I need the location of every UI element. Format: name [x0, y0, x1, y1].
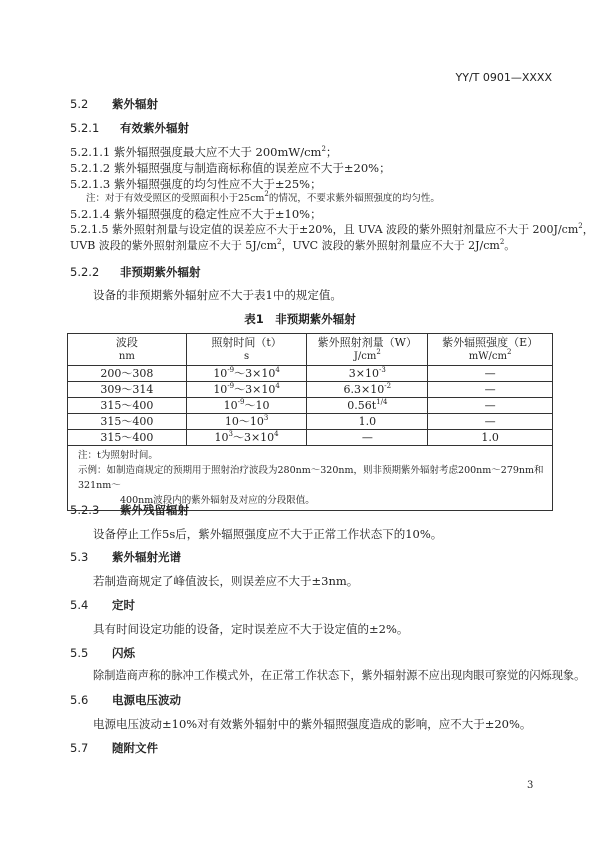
section-heading-5-3: 5.3 紫外辐射光谱	[70, 550, 181, 564]
text-run: 紫外辐照强度（E）	[442, 335, 539, 349]
table-row	[68, 382, 553, 398]
table-header-row	[68, 334, 553, 366]
text-run: 10～10	[224, 415, 264, 428]
text-run: 315～400	[100, 399, 154, 412]
paragraph-5-6: 电源电压波动±10%对有效紫外辐射中的紫外辐照强度造成的影响，应不大于±20%。	[93, 717, 532, 731]
superscript: 3	[228, 430, 233, 438]
superscript: 2	[321, 145, 326, 153]
text-run: 315～400	[100, 431, 154, 444]
superscript: 4	[274, 430, 279, 438]
text-run: —	[484, 383, 496, 396]
table-cell	[428, 398, 553, 414]
text-run: UVB 波段的紫外照射剂量应不大于 5J/cm	[70, 239, 277, 252]
section-heading-5-4: 5.4 定时	[70, 598, 135, 612]
superscript: 2	[506, 347, 512, 356]
text-run: 10	[223, 399, 238, 412]
section-heading-5-5: 5.5 闪烁	[70, 646, 135, 660]
text-run: 5.2.1.4 紫外辐照强度的稳定性应不大于±10%；	[70, 207, 322, 221]
note-uniformity	[86, 191, 440, 207]
table-note-line: 注：t为照射时间。	[78, 450, 158, 461]
superscript: 2	[499, 238, 505, 246]
table-cell	[68, 414, 187, 430]
text-run: 。	[504, 239, 516, 252]
table-note	[68, 446, 553, 511]
text-run: 注：对于有效受照区的受照面积小于25cm	[86, 193, 265, 204]
paragraph-5-4: 具有时间设定功能的设备，定时误差应不大于设定值的±2%。	[93, 622, 409, 636]
text-run: 5.2.1.5 紫外照射剂量与设定值的误差应不大于±20%，且 UVA 波段的紫外照射剂量应不大于 200J/cm	[70, 223, 579, 236]
text-run: 紫外照射剂量（W）	[317, 335, 417, 349]
table-note-line: 示例：如制造商规定的预期用于照射治疗波段为280nm～320nm，则非预期紫外辐射考虑200nm～279nm和321nm～	[78, 465, 544, 491]
superscript: 2	[264, 190, 269, 198]
text-run: ；	[325, 145, 338, 159]
text-run: ～3×10	[234, 383, 276, 396]
superscript: 2	[578, 222, 583, 230]
column-header	[186, 334, 307, 366]
table-cell	[428, 366, 553, 382]
text-run: ～3×10	[232, 431, 275, 444]
text-run: 1.0	[358, 415, 377, 428]
text-run: —	[484, 399, 496, 412]
table-cell	[307, 382, 428, 398]
text-run: 315～400	[100, 415, 154, 428]
text-run: 波段	[115, 335, 138, 349]
table-cell	[68, 366, 187, 382]
column-header	[68, 334, 187, 366]
section-heading-5-2-1: 5.2.1 有效紫外辐射	[70, 121, 189, 135]
table-cell	[186, 430, 307, 446]
superscript: 1/4	[376, 398, 388, 406]
table-cell	[186, 366, 307, 382]
paragraph-5-2-2: 设备的非预期紫外辐射应不大于表1中的规定值。	[93, 288, 342, 302]
text-run: nm	[118, 350, 135, 362]
text-run: —	[484, 415, 496, 428]
section-heading-5-2: 5.2 紫外辐射	[70, 97, 158, 111]
text-run: 10	[214, 431, 229, 444]
text-run: J/cm	[353, 350, 377, 362]
uv-limits-table	[67, 333, 553, 511]
superscript: -3	[379, 366, 386, 374]
superscript: 4	[275, 366, 280, 374]
text-run: 0.56t	[347, 399, 377, 412]
text-run: 6.3×10	[343, 383, 385, 396]
text-run: 5.2.1.1 紫外辐照强度最大应不大于 200mW/cm	[70, 145, 322, 159]
page-number: 3	[527, 780, 534, 791]
table-row	[68, 414, 553, 430]
text-run: ～10	[244, 399, 270, 412]
text-run: 1.0	[481, 431, 499, 444]
text-run: 10	[213, 383, 228, 396]
superscript: 2	[376, 347, 381, 356]
superscript: -9	[227, 382, 235, 390]
superscript: 2	[277, 238, 282, 246]
clause-5-2-1-5-cont	[70, 238, 515, 254]
section-heading-5-6: 5.6 电源电压波动	[70, 693, 181, 707]
superscript: -2	[384, 382, 392, 390]
section-heading-5-2-2: 5.2.2 非预期紫外辐射	[70, 265, 201, 279]
table-cell	[68, 430, 187, 446]
text-run: s	[244, 350, 250, 362]
superscript: 4	[275, 382, 280, 390]
column-header	[428, 334, 553, 366]
text-run: 3×10	[348, 367, 380, 380]
table-caption: 表1 非预期紫外辐射	[244, 312, 356, 326]
table-cell	[68, 382, 187, 398]
text-run: ，UVC 波段的紫外照射剂量应不大于 2J/cm	[281, 239, 500, 252]
clause-5-2-1-2	[70, 160, 391, 176]
text-run: 309～314	[100, 383, 154, 396]
table-cell	[68, 398, 187, 414]
text-run: 5.2.1.2 紫外辐照强度与制造商标称值的误差应不大于±20%；	[70, 161, 391, 175]
text-run: —	[361, 431, 373, 444]
text-run: 5.2.1.3 紫外辐照强度的均匀性应不大于±25%；	[70, 177, 322, 191]
table-cell	[428, 382, 553, 398]
table-cell	[428, 414, 553, 430]
section-heading-5-7: 5.7 随附文件	[70, 741, 158, 755]
column-header	[307, 334, 428, 366]
table-cell	[307, 398, 428, 414]
text-run: ，	[582, 223, 594, 236]
clause-5-2-1-1	[70, 144, 337, 160]
doc-code: YY/T 0901—XXXX	[455, 71, 552, 84]
text-run: ～3×10	[234, 367, 276, 380]
clause-5-2-1-5	[70, 222, 594, 238]
table-row	[68, 398, 553, 414]
text-run: 200～308	[100, 367, 154, 380]
text-run: 照射时间（t）	[211, 335, 282, 349]
table-cell	[307, 414, 428, 430]
table-note-line: 400nm波段内的紫外辐射及对应的分段限值。	[120, 495, 315, 506]
text-run: mW/cm	[468, 350, 507, 362]
text-run: 10	[213, 367, 228, 380]
paragraph-5-5: 除制造商声称的脉冲工作模式外，在正常工作状态下，紫外辐射源不应出现肉眼可察觉的闪烁现象。	[93, 669, 586, 682]
text-run: 的情况，不要求紫外辐照强度的均匀性。	[268, 193, 440, 204]
paragraph-5-3: 若制造商规定了峰值波长，则误差应不大于±3nm。	[93, 574, 359, 588]
table-cell	[186, 398, 307, 414]
superscript: -9	[237, 398, 245, 406]
table-row	[68, 366, 553, 382]
text-run: —	[484, 367, 496, 380]
table-row	[68, 430, 553, 446]
clause-5-2-1-4	[70, 206, 322, 222]
paragraph-5-2-3: 设备停止工作5s后，紫外辐照强度应不大于正常工作状态下的10%。	[93, 527, 443, 541]
table-cell	[428, 430, 553, 446]
table-cell	[186, 382, 307, 398]
table-cell	[307, 430, 428, 446]
superscript: 3	[263, 414, 269, 422]
table-cell	[186, 414, 307, 430]
section-heading-5-2-3: 5.2.3 紫外残留辐射	[70, 503, 189, 517]
superscript: -9	[227, 366, 235, 374]
clause-5-2-1-3	[70, 176, 322, 192]
table-cell	[307, 366, 428, 382]
